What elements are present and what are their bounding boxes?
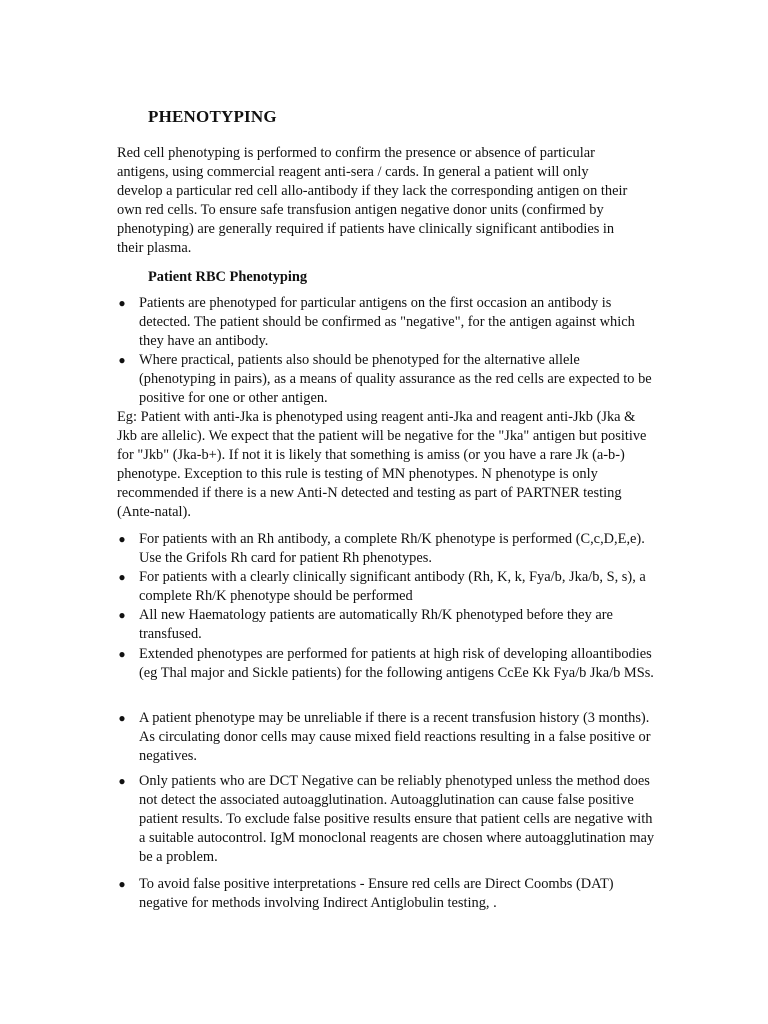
list-item (0, 568, 657, 606)
list-item-text: All new Haematology patients are automatically Rh/K phenotyped before they are transfused. (139, 607, 613, 643)
list-item (0, 875, 657, 913)
page-title: PHENOTYPING (148, 107, 277, 126)
intro-paragraph: Red cell phenotyping is performed to confirm the presence or absence of particular antigens, using commercial reagent anti-sera / cards. In general a patient will only develop a particular red cell allo-antibody if they lack the corresponding antigen on their own red cells. To ensure safe transfusion antigen negative donor units (confirmed by phenotyping) are generally required if patients have clinically significant antibodies in their plasma. (117, 145, 628, 257)
list-item-text: Patients are phenotyped for particular antigens on the first occasion an antibody is detected. The patient should be confirmed as "negative", for the antigen against which they have an antibody. (139, 295, 635, 350)
example-paragraph: Eg: Patient with anti-Jka is phenotyped using reagent anti-Jka and reagent anti-Jkb (Jka & Jkb are allelic). We expect that the patient will be negative for the "Jka" antigen but positive for "Jkb" (Jka-b+). If not it is likely that something is amiss (or you have a rare Jk (a-b-) phenotype. Exception to this rule is testing of MN phenotypes. N phenotype is only recommended if there is a new Anti-N detected and testing as part of PARTNER testing (Ante-natal). (117, 409, 647, 521)
list-item (0, 351, 657, 408)
bullet-icon: ● (118, 532, 126, 546)
bullet-icon: ● (118, 646, 126, 661)
bullet-icon: ● (118, 296, 126, 310)
list-item (0, 294, 657, 351)
bullet-icon: ● (118, 608, 126, 623)
list-item (0, 709, 657, 766)
list-item-text: Extended phenotypes are performed for patients at high risk of developing alloantibodies (eg Thal major and Sickle patients) for the following antigens CcEe Kk Fya/b Jka/b MSs. (139, 645, 654, 681)
bullet-list-dct (0, 772, 768, 867)
list-item-text: Where practical, patients also should be phenotyped for the alternative allele (phenotyping in pairs), as a means of quality assurance as the red cells are expected to be positive for one or other antigen. (139, 352, 652, 407)
bullet-icon: ● (118, 711, 126, 725)
bullet-list-requirements (0, 530, 768, 683)
bullet-list-phenotyping (0, 294, 768, 409)
bullet-icon: ● (118, 570, 126, 585)
list-item-text: For patients with an Rh antibody, a complete Rh/K phenotype is performed (C,c,D,E,e). Use the Grifols Rh card for patient Rh phenotypes. (139, 531, 645, 567)
list-item (0, 530, 657, 568)
list-item (0, 645, 657, 683)
list-item-text: For patients with a clearly clinically significant antibody (Rh, K, k, Fya/b, Jka/b, S, s), a complete Rh/K phenotype should be performed (139, 569, 646, 605)
list-item-text: To avoid false positive interpretations - Ensure red cells are Direct Coombs (DAT) negative for methods involving Indirect Antiglobulin testing, . (139, 876, 614, 912)
list-item-text: A patient phenotype may be unreliable if there is a recent transfusion history (3 months). As circulating donor cells may cause mixed field reactions resulting in a false positive or negatives. (139, 710, 651, 765)
bullet-icon: ● (118, 353, 126, 368)
list-item-text: Only patients who are DCT Negative can be reliably phenotyped unless the method does not detect the associated autoagglutination. Autoagglutination can cause false positive patient results. To exclude false positive results ensure that patient cells are negative with a suitable autocontrol. IgM monoclonal reagents are chosen where autoagglutination may be a problem. (139, 773, 655, 866)
list-item (0, 606, 657, 644)
bullet-icon: ● (118, 774, 126, 788)
bullet-list-false-positive (0, 875, 768, 913)
section-heading: Patient RBC Phenotyping (148, 269, 308, 285)
list-item (0, 772, 657, 867)
bullet-icon: ● (118, 877, 126, 891)
bullet-list-transfusion-history (0, 709, 768, 766)
